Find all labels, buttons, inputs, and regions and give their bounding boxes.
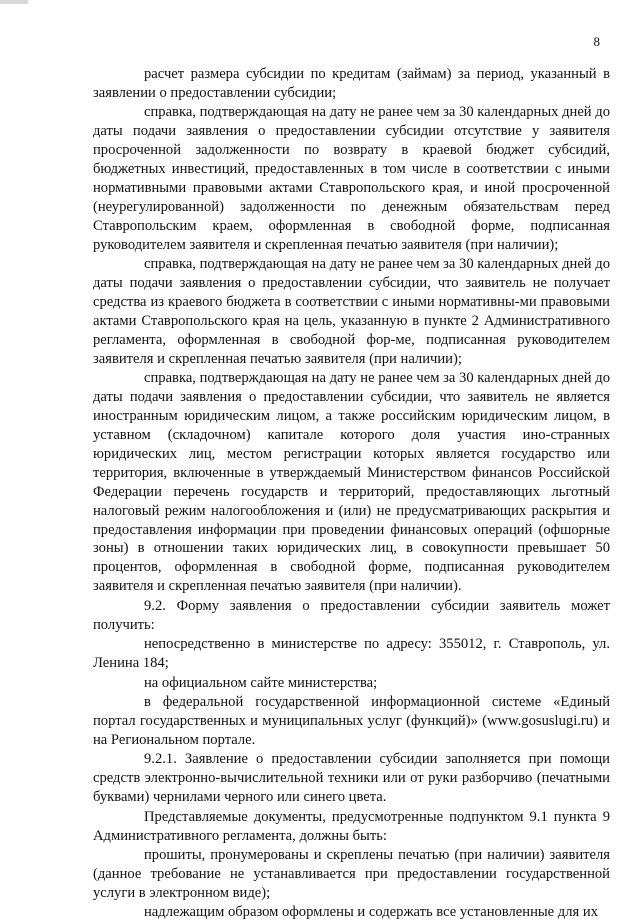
body-text (93, 65, 610, 923)
page-number: 8 (593, 34, 600, 49)
paragraph-9-2-1-filling-rules: 9.2.1. Заявление о предоставлении субсидии заполняется при помощи средств электронно-вычислительной техники или от руки разборчиво (печатными буквами) чернилами черного или синего цвета. (93, 751, 610, 806)
paragraph-9-2-form-sources: 9.2. Форму заявления о предоставлении субсидии заявитель может получить: (93, 597, 610, 633)
paragraph-official-website: на официальном сайте министерства; (144, 674, 378, 691)
scan-artifact (0, 0, 28, 4)
paragraph-not-foreign-entity-certificate: справка, подтверждающая на дату не ранее чем за 30 календарных дней до даты подачи заявления о предоставлении субсидии, что заявитель не является иностранным юридическим лицом, а также российским юридическим лицом, в уставном (складочном) капитале которого доля участия ино-странных юридических лиц, местом регистрации которых является государство или территория, включенные в утверждаемый Министерством финансов Российской Федерации перечень государств и территорий, предоставляющих льготный налоговый режим налогообложения и (или) не предусматривающих раскрытия и предоставления информации при проведении финансовых операций (офшорные зоны) в отношении таких юридических лиц, в совокупности превышает 50 процентов, оформленная в свободной форме, подписанная руководителем заявителя и скрепленная печатью заявителя (при наличии). (93, 370, 610, 595)
paragraph-no-other-funds-certificate: справка, подтверждающая на дату не ранее чем за 30 календарных дней до даты подачи заявления о предоставлении субсидии, что заявитель не получает средства из краевого бюджета в соответствии с иными нормативны-ми правовыми актами Ставропольского края на цель, указанную в пункте 2 Административного регламента, оформленная в свободной фор-ме, подписанная руководителем заявителя и скрепленная печатью заявителя (при наличии); (93, 256, 610, 367)
paragraph-documents-requirements: Представляемые документы, предусмотренные подпунктом 9.1 пункта 9 Административного регламента, должны быть: (93, 808, 610, 844)
paragraph-subsidy-calculation: расчет размера субсидии по кредитам (займам) за период, указанный в заявлении о предоставлении субсидии; (93, 66, 610, 101)
paragraph-unified-portal: в федеральной государственной информационной системе «Единый портал государственных и муниципальных услуг (функций)» (www.gosuslugi.ru) и на Региональном портале. (93, 694, 610, 748)
paragraph-stitched-numbered: прошиты, пронумерованы и скреплены печатью (при наличии) заявителя (данное требование не устанавливается при предоставлении государственной услуги в электронном виде); (93, 847, 610, 901)
paragraph-ministry-address: непосредственно в министерстве по адресу: 355012, г. Ставрополь, ул. Ленина 184; (93, 636, 610, 672)
paragraph-properly-formatted: надлежащим образом оформлены и содержать все установленные для их (144, 904, 598, 921)
paragraph-no-overdue-debt-certificate: справка, подтверждающая на дату не ранее чем за 30 календарных дней до даты подачи заявления о предоставлении субсидии отсутствие у заявителя просроченной задолженности по возврату в краевой бюджет субсидий, бюджетных инвестиций, предоставленных в том числе в соответствии с иными нормативными правовыми актами Ставропольского края, и иной просроченной (неурегулированной) задолженности по денежным обязательствам перед Ставропольским краем, оформленная в свободной форме, подписанная руководителем заявителя и скрепленная печатью заявителя (при наличии); (93, 104, 610, 253)
